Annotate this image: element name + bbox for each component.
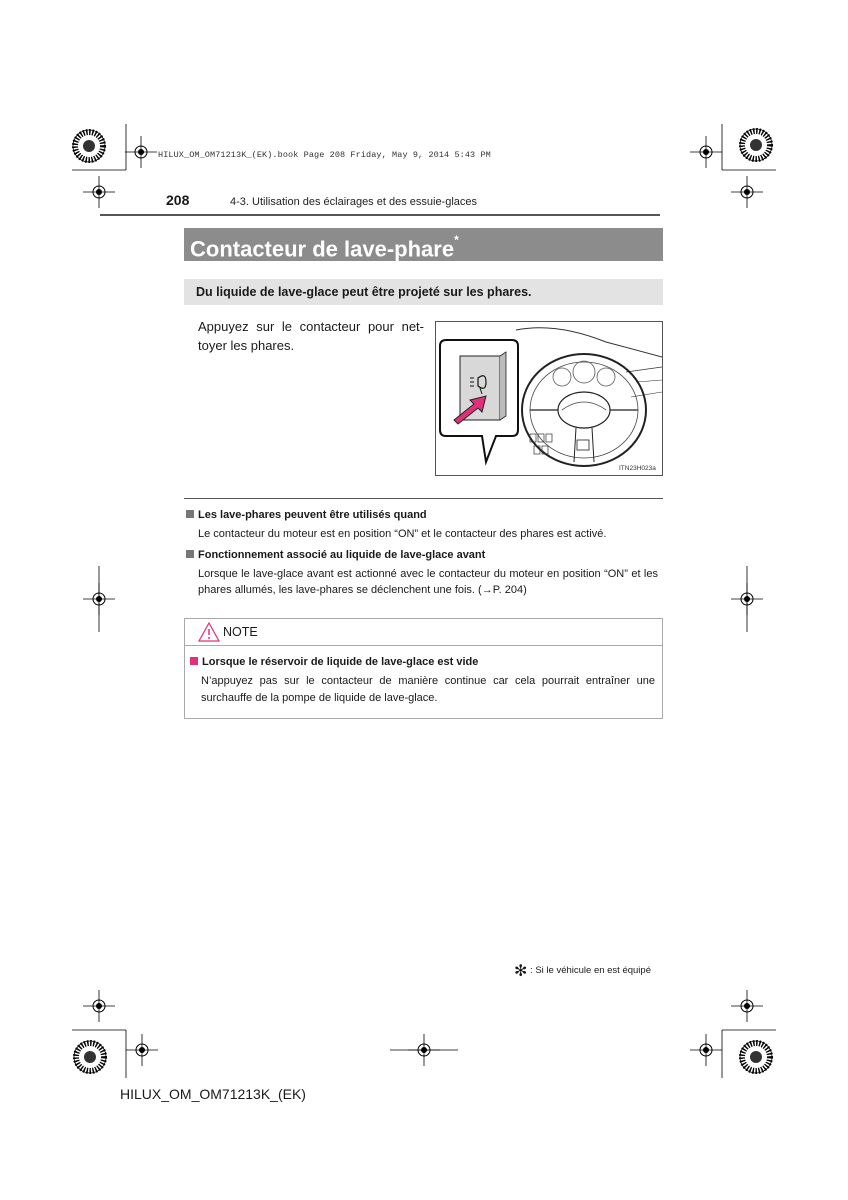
note-text-2: Lorsque le lave-glace avant est actionné avec le contacteur du moteur en position “ON” et les phares allumés, les lave-phares se déclenchent une fois. (→P. 204)	[198, 568, 658, 596]
header-rule	[100, 214, 660, 216]
note-box-text: N’appuyez pas sur le contacteur de manière continue car cela pourrait entraîner une surchauffe de la pompe de liquide de lave-glace.	[201, 675, 655, 704]
title-asterisk: *	[454, 233, 459, 247]
footer-document-code: HILUX_OM_OM71213K_(EK)	[120, 1086, 306, 1102]
bullet-square-icon	[186, 550, 194, 558]
summary-banner: Du liquide de lave-glace peut être projeté sur les phares.	[184, 279, 663, 305]
note-text-1: Le contacteur du moteur est en position “ON” et le contacteur des phares est activé.	[198, 528, 607, 540]
note-box-heading: Lorsque le réservoir de liquide de lave-glace est vide	[190, 656, 478, 668]
page-title-text: Contacteur de lave-phare	[190, 236, 455, 262]
dashboard-illustration	[435, 321, 663, 476]
bullet-square-icon	[190, 657, 198, 665]
footnote-text: : Si le véhicule en est équipé	[530, 965, 651, 976]
bullet-square-icon	[186, 510, 194, 518]
note-box-header	[185, 619, 662, 646]
footnote	[514, 958, 651, 978]
figure-code: ITN23H023a	[619, 465, 656, 472]
warning-triangle-icon	[198, 622, 220, 642]
note-heading-2: Fonctionnement associé au liquide de lave-glace avant	[186, 549, 485, 561]
note-label: NOTE	[223, 625, 258, 639]
page-number: 208	[166, 192, 190, 208]
instruction-text: Appuyez sur le contacteur pour net-toyer les phares.	[198, 319, 424, 353]
note-heading-1: Les lave-phares peuvent être utilisés quand	[186, 509, 427, 521]
notes-divider	[184, 498, 663, 499]
steering-wheel-switch-drawing	[436, 322, 662, 475]
section-title: 4-3. Utilisation des éclairages et des essuie-glaces	[230, 196, 478, 208]
footnote-star: ✻	[514, 963, 528, 980]
note-box	[184, 618, 663, 719]
page-title	[184, 228, 663, 261]
print-slug: HILUX_OM_OM71213K_(EK).book Page 208 Friday, May 9, 2014 5:43 PM	[158, 150, 491, 160]
